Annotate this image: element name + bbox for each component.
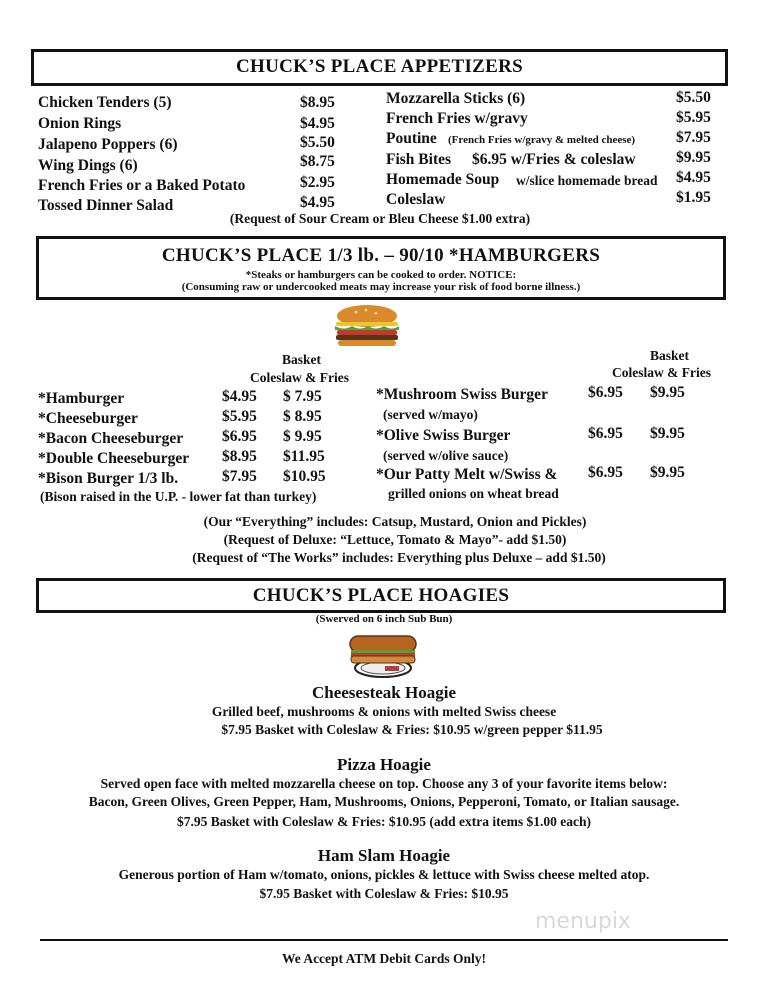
appetizer-price: $8.95 <box>300 94 335 111</box>
burger-name: *Bison Burger 1/3 lb. <box>38 470 179 487</box>
burger-basket-price: $ 8.95 <box>283 408 322 425</box>
burger-name: *Cheeseburger <box>38 410 138 427</box>
appetizer-price: $5.50 <box>676 89 711 106</box>
watermark: menupix <box>535 909 631 934</box>
appetizers-header <box>31 49 728 86</box>
basket-label: Basket <box>282 352 322 367</box>
appetizer-name: French Fries w/gravy <box>386 110 528 127</box>
burger-name: *Hamburger <box>38 390 125 407</box>
hamslam-hoagie-name: Ham Slam Hoagie <box>317 846 451 865</box>
burger-price: $6.95 <box>222 428 257 445</box>
burger-sub: (served w/mayo) <box>383 407 478 422</box>
appetizer-price: $7.95 <box>676 129 711 146</box>
appetizer-name: Wing Dings (6) <box>38 157 138 174</box>
appetizer-name: French Fries or a Baked Potato <box>38 177 246 194</box>
appetizer-name: Poutine <box>386 130 437 147</box>
works-note: (Request of “The Works” includes: Everything plus Deluxe – add $1.50) <box>192 550 606 565</box>
appetizer-price: $1.95 <box>676 189 711 206</box>
cheesesteak-price-line: $7.95 Basket with Coleslaw & Fries: $10.95 w/green pepper $11.95 <box>221 722 603 737</box>
burger-sub: (served w/olive sauce) <box>383 448 509 463</box>
burger-basket-price: $9.95 <box>650 464 685 481</box>
appetizer-name: Homemade Soup <box>386 171 500 188</box>
appetizer-desc: $6.95 w/Fries & coleslaw <box>472 151 636 168</box>
appetizer-price: $5.50 <box>300 134 335 151</box>
burger-name: *Bacon Cheeseburger <box>38 430 184 447</box>
appetizer-price: $5.95 <box>676 109 711 126</box>
appetizer-price: $8.75 <box>300 153 335 170</box>
footer-note: We Accept ATM Debit Cards Only! <box>281 951 487 966</box>
hoagies-title: CHUCK’S PLACE HOAGIES <box>252 585 510 606</box>
appetizers-note: (Request of Sour Cream or Bleu Cheese $1.00 extra) <box>229 211 531 226</box>
burger-price: $6.95 <box>588 425 623 442</box>
burgers-title: CHUCK’S PLACE 1/3 lb. – 90/10 *HAMBURGERS <box>161 245 601 266</box>
burger-price: $4.95 <box>222 388 257 405</box>
burger-price: $8.95 <box>222 448 257 465</box>
cheesesteak-name: Cheesesteak Hoagie <box>311 683 456 702</box>
basket-label: Basket <box>650 348 690 363</box>
hoagie-icon <box>345 630 421 680</box>
appetizers-title: CHUCK’S PLACE APPETIZERS <box>236 56 523 77</box>
hamburger-icon <box>332 304 402 348</box>
everything-note: (Our “Everything” includes: Catsup, Mustard, Onion and Pickles) <box>203 514 587 529</box>
appetizer-name: Coleslaw <box>386 191 446 208</box>
hamslam-hoagie-desc: Generous portion of Ham w/tomato, onions, pickles & lettuce with Swiss cheese melted atop. <box>118 867 650 882</box>
burger-basket-price: $11.95 <box>283 448 325 465</box>
pizza-hoagie-desc: Served open face with melted mozzarella cheese on top. Choose any 3 of your favorite items below: <box>100 776 668 791</box>
pizza-hoagie-name: Pizza Hoagie <box>337 755 431 774</box>
burger-name: *Double Cheeseburger <box>38 450 190 467</box>
cheesesteak-desc: Grilled beef, mushrooms & onions with melted Swiss cheese <box>211 704 557 719</box>
deluxe-note: (Request of Deluxe: “Lettuce, Tomato & Mayo”- add $1.50) <box>223 532 567 547</box>
burger-price: $6.95 <box>588 384 623 401</box>
burger-price: $5.95 <box>222 408 257 425</box>
hoagies-header <box>36 578 726 613</box>
pizza-hoagie-price-line: $7.95 Basket with Coleslaw & Fries: $10.95 (add extra items $1.00 each) <box>177 814 591 829</box>
appetizer-desc: w/slice homemade bread <box>516 173 658 188</box>
burger-name: *Olive Swiss Burger <box>376 427 511 444</box>
hoagies-subtitle: (Swerved on 6 inch Sub Bun) <box>315 613 453 625</box>
appetizer-price: $9.95 <box>676 149 711 166</box>
burgers-notice-warning: (Consuming raw or undercooked meats may increase your risk of food borne illness.) <box>181 281 581 293</box>
appetizer-name: Onion Rings <box>38 115 122 132</box>
burger-basket-price: $9.95 <box>650 384 685 401</box>
burger-basket-price: $ 7.95 <box>283 388 322 405</box>
burger-basket-price: $10.95 <box>283 468 326 485</box>
appetizer-desc: (French Fries w/gravy & melted cheese) <box>448 134 636 146</box>
appetizer-name: Jalapeno Poppers (6) <box>38 136 178 153</box>
burger-name: *Our Patty Melt w/Swiss & <box>376 466 558 483</box>
burger-price: $6.95 <box>588 464 623 481</box>
appetizer-name: Mozzarella Sticks (6) <box>386 90 526 107</box>
burger-sub: grilled onions on wheat bread <box>388 486 559 501</box>
burgers-header <box>36 236 726 300</box>
burger-price: $7.95 <box>222 468 257 485</box>
appetizer-price: $4.95 <box>300 194 335 211</box>
coleslaw-label: Coleslaw & Fries <box>612 365 711 380</box>
appetizer-name: Fish Bites <box>386 151 452 168</box>
bison-note: (Bison raised in the U.P. - lower fat than turkey) <box>40 489 317 504</box>
burgers-notice: *Steaks or hamburgers can be cooked to order. NOTICE: <box>245 269 517 281</box>
appetizer-price: $2.95 <box>300 174 335 191</box>
appetizer-price: $4.95 <box>676 169 711 186</box>
burger-basket-price: $ 9.95 <box>283 428 322 445</box>
burger-basket-price: $9.95 <box>650 425 685 442</box>
appetizer-name: Tossed Dinner Salad <box>38 197 174 214</box>
footer-divider <box>40 939 728 941</box>
appetizer-name: Chicken Tenders (5) <box>38 94 172 111</box>
burger-name: *Mushroom Swiss Burger <box>376 386 548 403</box>
hamslam-hoagie-price-line: $7.95 Basket with Coleslaw & Fries: $10.95 <box>259 886 509 901</box>
appetizer-price: $4.95 <box>300 115 335 132</box>
coleslaw-label: Coleslaw & Fries <box>250 370 349 385</box>
pizza-hoagie-toppings: Bacon, Green Olives, Green Pepper, Ham, Mushrooms, Onions, Pepperoni, Tomato, or Italian sausage. <box>88 794 680 809</box>
